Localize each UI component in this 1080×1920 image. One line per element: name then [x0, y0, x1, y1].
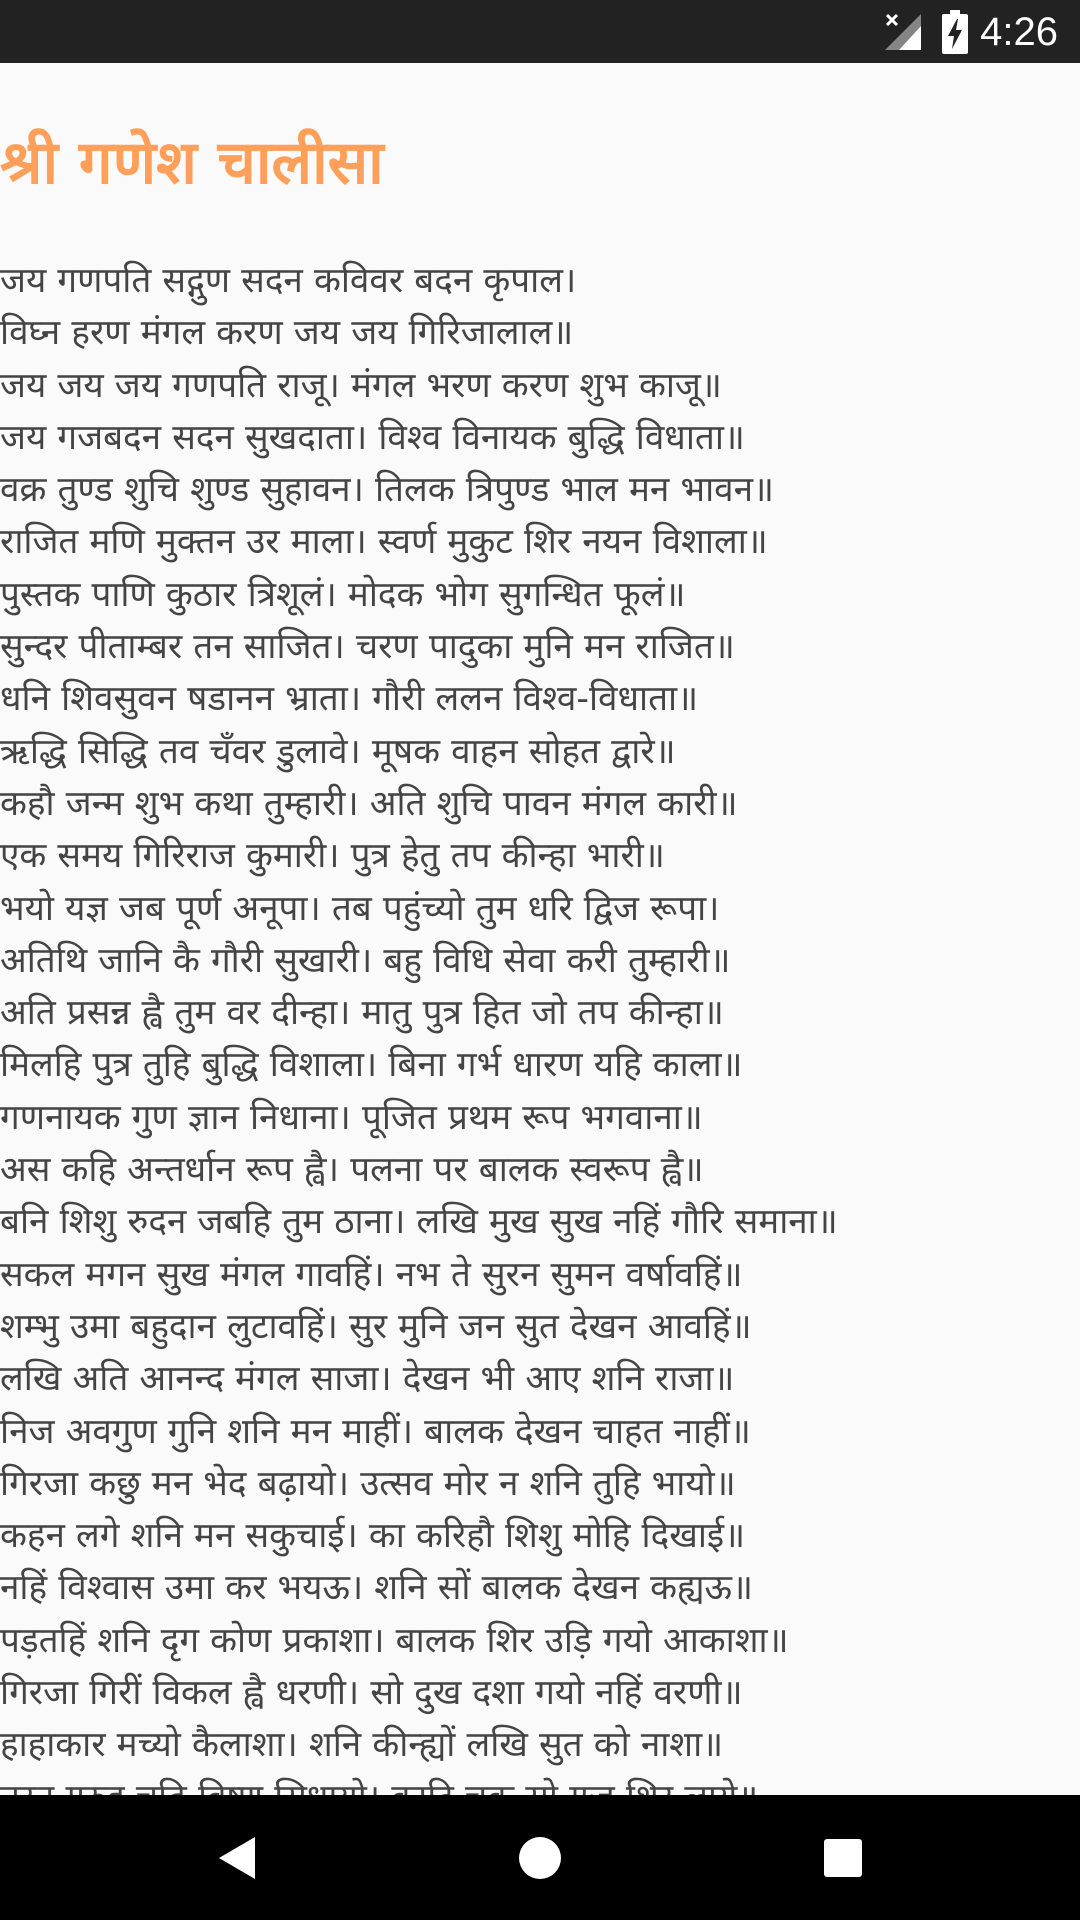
verse-line: धनि शिवसुवन षडानन भ्राता। गौरी ललन विश्व-विधाता॥	[0, 679, 699, 720]
verse-line: शम्भु उमा बहुदान लुटावहिं। सुर मुनि जन सुत देखन आवहिं॥	[0, 1306, 752, 1347]
verse-line: पड़तहिं शनि दृग कोण प्रकाशा। बालक शिर उड़ि गयो आकाशा॥	[0, 1620, 789, 1661]
page-title: श्री गणेश चालीसा	[0, 128, 384, 198]
verse-line: राजित मणि मुक्तन उर माला। स्वर्ण मुकुट शिर नयन विशाला॥	[0, 522, 768, 563]
recents-icon	[823, 1838, 863, 1878]
verse-line: विघ्न हरण मंगल करण जय जय गिरिजालाल॥	[0, 313, 574, 354]
back-button[interactable]	[204, 1825, 270, 1891]
verse-line: हाहाकार मच्यो कैलाशा। शनि कीन्ह्यों लखि सुत को नाशा॥	[0, 1725, 724, 1766]
verse-line: अतिथि जानि कै गौरी सुखारी। बहु विधि सेवा करी तुम्हारी॥	[0, 940, 731, 981]
verse-line: बनि शिशु रुदन जबहि तुम ठाना। लखि मुख सुख नहिं गौरि समाना॥	[0, 1202, 838, 1243]
back-icon	[215, 1833, 259, 1883]
status-time: 4:26	[980, 10, 1058, 54]
verse-line: जय गणपति सद्गुण सदन कविवर बदन कृपाल।	[0, 261, 577, 301]
home-icon	[517, 1835, 563, 1881]
verse-line: एक समय गिरिराज कुमारी। पुत्र हेतु तप कीन्हा भारी॥	[0, 836, 665, 877]
verse-line: गिरजा गिरीं विकल ह्वै धरणी। सो दुख दशा गयो नहिं वरणी॥	[0, 1673, 743, 1714]
verse-line: लखि अति आनन्द मंगल साजा। देखन भी आए शनि राजा॥	[0, 1359, 735, 1400]
verse-line: अस कहि अन्तर्धान रूप ह्वै। पलना पर बालक स्वरूप ह्वै॥	[0, 1150, 704, 1191]
verse-line: सुन्दर पीताम्बर तन साजित। चरण पादुका मुनि मन राजित॥	[0, 627, 735, 668]
verse-line: ऋद्धि सिद्धि तव चँवर डुलावे। मूषक वाहन सोहत द्वारे॥	[0, 731, 676, 772]
verse-list	[0, 255, 1080, 1824]
verse-line: गिरजा कछु मन भेद बढ़ायो। उत्सव मोर न शनि तुहि भायो॥	[0, 1463, 736, 1504]
status-bar	[0, 0, 1080, 63]
verse-line: अति प्रसन्न ह्वै तुम वर दीन्हा। मातु पुत्र हित जो तप कीन्हा॥	[0, 993, 724, 1034]
verse-line: गणनायक गुण ज्ञान निधाना। पूजित प्रथम रूप भगवाना॥	[0, 1097, 703, 1138]
verse-line: वक्र तुण्ड शुचि शुण्ड सुहावन। तिलक त्रिपुण्ड भाल मन भावन॥	[0, 470, 774, 511]
battery-charging-icon	[942, 10, 968, 54]
home-button[interactable]	[507, 1825, 573, 1891]
verse-line: कहन लगे शनि मन सकुचाई। का करिहौ शिशु मोहि दिखाई॥	[0, 1516, 746, 1557]
verse-line: भयो यज्ञ जब पूर्ण अनूपा। तब पहुंच्यो तुम धरि द्विज रूपा।	[0, 888, 720, 929]
recents-button[interactable]	[810, 1825, 876, 1891]
verse-line: सकल मगन सुख मंगल गावहिं। नभ ते सुरन सुमन वर्षावहिं॥	[0, 1254, 743, 1295]
verse-line: जय जय जय गणपति राजू। मंगल भरण करण शुभ काजू॥	[0, 365, 722, 406]
verse-line: नहिं विश्वास उमा कर भयऊ। शनि सों बालक देखन कह्यऊ॥	[0, 1568, 753, 1609]
navigation-bar	[0, 1795, 1080, 1920]
signal-no-data-icon	[883, 12, 923, 52]
verse-line: कहौ जन्म शुभ कथा तुम्हारी। अति शुचि पावन मंगल कारी॥	[0, 783, 738, 824]
chalisa-content[interactable]	[0, 63, 1080, 1795]
verse-line: जय गजबदन सदन सुखदाता। विश्व विनायक बुद्धि विधाता॥	[0, 417, 745, 458]
verse-line: पुस्तक पाणि कुठार त्रिशूलं। मोदक भोग सुगन्धित फूलं॥	[0, 574, 686, 615]
verse-line: मिलहि पुत्र तुहि बुद्धि विशाला। बिना गर्भ धारण यहि काला॥	[0, 1045, 743, 1086]
verse-line: निज अवगुण गुनि शनि मन माहीं। बालक देखन चाहत नाहीं॥	[0, 1411, 751, 1452]
